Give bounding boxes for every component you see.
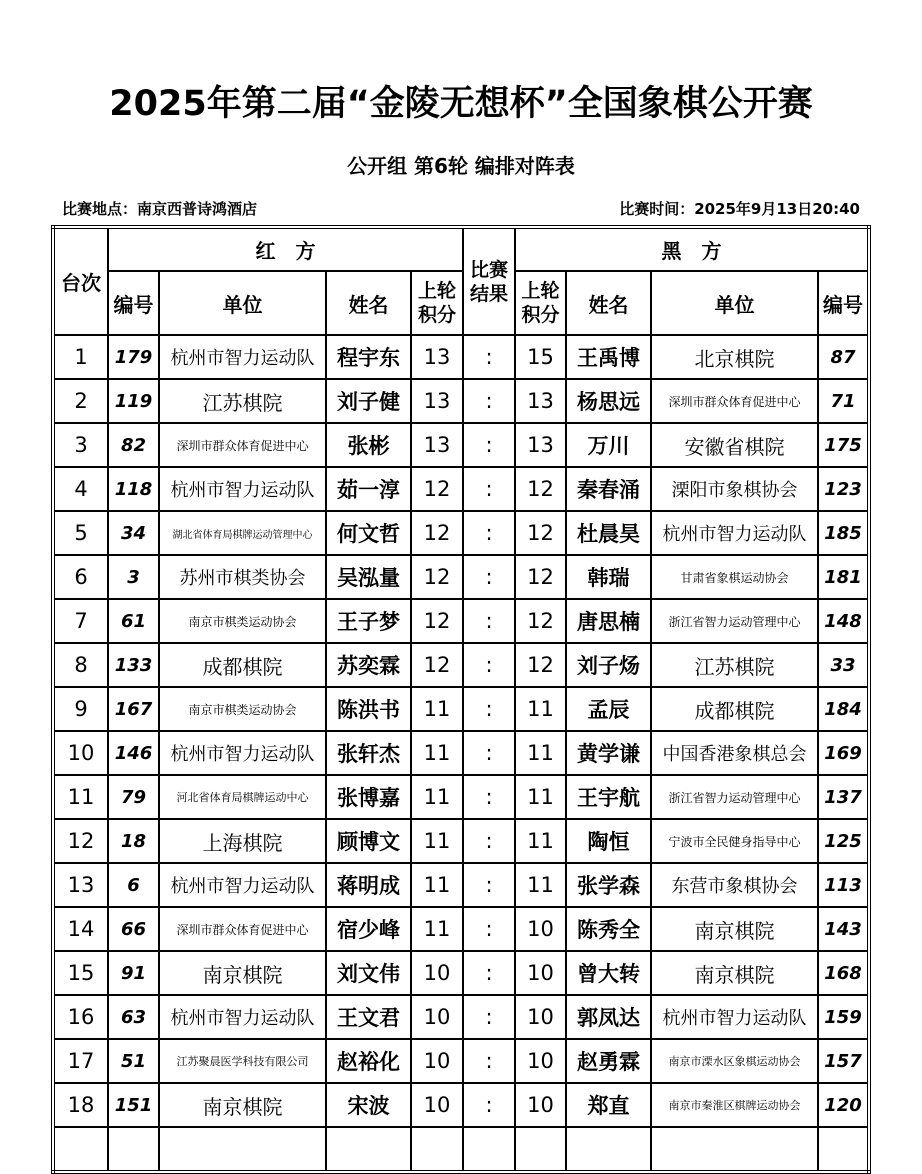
red-unit-cell: 杭州市智力运动队 [159,335,326,379]
red-id-cell: 79 [108,775,159,819]
red-name-cell: 茹一淳 [326,467,411,511]
header-black-name: 姓名 [566,271,651,335]
result-cell: : [463,467,515,511]
result-cell: : [463,819,515,863]
black-unit-cell: 杭州市智力运动队 [651,511,818,555]
red-id-cell: 179 [108,335,159,379]
black-score-cell: 10 [515,907,566,951]
red-name-cell: 张轩杰 [326,731,411,775]
black-score-cell: 10 [515,995,566,1039]
empty-cell [651,1127,818,1172]
black-score-cell: 11 [515,731,566,775]
table-row [53,775,869,819]
black-name-cell: 唐思楠 [566,599,651,643]
red-id-cell: 118 [108,467,159,511]
empty-cell [159,1127,326,1172]
black-unit-cell: 南京市溧水区象棋运动协会 [651,1039,818,1083]
red-id-cell: 6 [108,863,159,907]
black-id-cell: 185 [818,511,869,555]
black-id-cell: 148 [818,599,869,643]
red-name-cell: 刘子健 [326,379,411,423]
black-unit-cell: 北京棋院 [651,335,818,379]
table-no-cell: 13 [53,863,108,907]
table-row [53,687,869,731]
red-score-cell: 11 [411,819,463,863]
time-text: 比赛时间：2025年9月13日20:40 [619,200,860,218]
result-cell: : [463,907,515,951]
empty-cell [818,1127,869,1172]
red-id-cell: 34 [108,511,159,555]
black-score-cell: 11 [515,863,566,907]
red-score-cell: 12 [411,643,463,687]
red-unit-cell: 南京棋院 [159,951,326,995]
red-unit-cell: 杭州市智力运动队 [159,731,326,775]
empty-cell [108,1127,159,1172]
empty-cell [53,1127,108,1172]
black-score-cell: 15 [515,335,566,379]
red-score-cell: 11 [411,907,463,951]
red-score-cell: 11 [411,775,463,819]
red-id-cell: 91 [108,951,159,995]
black-unit-cell: 浙江省智力运动管理中心 [651,775,818,819]
table-row [53,643,869,687]
black-score-cell: 13 [515,379,566,423]
black-score-cell: 13 [515,423,566,467]
red-score-cell: 11 [411,687,463,731]
empty-cell [463,1127,515,1172]
black-name-cell: 韩瑞 [566,555,651,599]
red-score-cell: 12 [411,467,463,511]
black-score-cell: 10 [515,951,566,995]
black-id-cell: 168 [818,951,869,995]
red-unit-cell: 杭州市智力运动队 [159,467,326,511]
red-id-cell: 3 [108,555,159,599]
red-name-cell: 张博嘉 [326,775,411,819]
black-id-cell: 87 [818,335,869,379]
table-row [53,467,869,511]
black-name-cell: 王禹博 [566,335,651,379]
black-unit-cell: 浙江省智力运动管理中心 [651,599,818,643]
black-name-cell: 张学森 [566,863,651,907]
red-score-cell: 13 [411,335,463,379]
red-unit-cell: 江苏棋院 [159,379,326,423]
black-score-cell: 10 [515,1039,566,1083]
black-id-cell: 181 [818,555,869,599]
red-id-cell: 63 [108,995,159,1039]
black-name-cell: 黄学谦 [566,731,651,775]
black-id-cell: 184 [818,687,869,731]
table-row [53,599,869,643]
black-unit-cell: 安徽省棋院 [651,423,818,467]
red-unit-cell: 南京市棋类运动协会 [159,599,326,643]
black-unit-cell: 深圳市群众体育促进中心 [651,379,818,423]
table-no-cell: 17 [53,1039,108,1083]
black-unit-cell: 溧阳市象棋协会 [651,467,818,511]
black-score-cell: 12 [515,555,566,599]
table-no-cell: 6 [53,555,108,599]
table-row [53,1039,869,1083]
black-id-cell: 157 [818,1039,869,1083]
table-row [53,819,869,863]
table-row [53,907,869,951]
result-cell: : [463,775,515,819]
black-name-cell: 杜晨昊 [566,511,651,555]
black-name-cell: 孟辰 [566,687,651,731]
red-name-cell: 王文君 [326,995,411,1039]
table-no-cell: 5 [53,511,108,555]
table-no-cell: 1 [53,335,108,379]
table-row [53,1083,869,1127]
red-unit-cell: 成都棋院 [159,643,326,687]
black-score-cell: 11 [515,775,566,819]
black-name-cell: 万川 [566,423,651,467]
result-cell: : [463,555,515,599]
black-name-cell: 秦春涌 [566,467,651,511]
page-title: 2025年第二届“金陵无想杯”全国象棋公开赛 [109,84,813,124]
red-name-cell: 陈洪书 [326,687,411,731]
red-id-cell: 66 [108,907,159,951]
black-unit-cell: 宁波市全民健身指导中心 [651,819,818,863]
pairing-table [51,225,871,1174]
red-unit-cell: 江苏聚晨医学科技有限公司 [159,1039,326,1083]
black-name-cell: 杨思远 [566,379,651,423]
table-no-cell: 8 [53,643,108,687]
red-score-cell: 13 [411,379,463,423]
black-score-cell: 11 [515,819,566,863]
header-table-no: 台次 [53,227,108,335]
red-score-cell: 12 [411,555,463,599]
red-name-cell: 吴泓量 [326,555,411,599]
result-cell: : [463,687,515,731]
header-result: 比赛结果 [463,227,515,335]
black-score-cell: 12 [515,511,566,555]
black-name-cell: 陈秀全 [566,907,651,951]
red-id-cell: 146 [108,731,159,775]
red-unit-cell: 深圳市群众体育促进中心 [159,907,326,951]
red-name-cell: 程宇东 [326,335,411,379]
black-id-cell: 169 [818,731,869,775]
table-no-cell: 7 [53,599,108,643]
table-row [53,511,869,555]
table-no-cell: 18 [53,1083,108,1127]
header-red-name: 姓名 [326,271,411,335]
result-cell: : [463,599,515,643]
header-red-score: 上轮积分 [411,271,463,335]
table-no-cell: 9 [53,687,108,731]
table-row [53,555,869,599]
black-unit-cell: 南京市秦淮区棋牌运动协会 [651,1083,818,1127]
red-unit-cell: 深圳市群众体育促进中心 [159,423,326,467]
table-row-partial [53,1127,869,1172]
result-cell: : [463,423,515,467]
header-black: 黑 方 [515,227,869,271]
red-name-cell: 刘文伟 [326,951,411,995]
empty-cell [326,1127,411,1172]
black-id-cell: 113 [818,863,869,907]
red-id-cell: 133 [108,643,159,687]
red-name-cell: 宿少峰 [326,907,411,951]
red-score-cell: 13 [411,423,463,467]
black-name-cell: 郭凤达 [566,995,651,1039]
result-cell: : [463,643,515,687]
black-name-cell: 陶恒 [566,819,651,863]
table-no-cell: 10 [53,731,108,775]
empty-cell [515,1127,566,1172]
black-id-cell: 125 [818,819,869,863]
table-row [53,731,869,775]
red-score-cell: 10 [411,951,463,995]
table-no-cell: 14 [53,907,108,951]
result-cell: : [463,1039,515,1083]
result-cell: : [463,951,515,995]
black-id-cell: 123 [818,467,869,511]
red-id-cell: 51 [108,1039,159,1083]
black-score-cell: 10 [515,1083,566,1127]
black-unit-cell: 东营市象棋协会 [651,863,818,907]
header-red-unit: 单位 [159,271,326,335]
red-id-cell: 18 [108,819,159,863]
table-row [53,951,869,995]
red-id-cell: 61 [108,599,159,643]
black-name-cell: 郑直 [566,1083,651,1127]
table-row [53,379,869,423]
red-unit-cell: 苏州市棋类协会 [159,555,326,599]
header-black-score: 上轮积分 [515,271,566,335]
red-name-cell: 何文哲 [326,511,411,555]
black-id-cell: 71 [818,379,869,423]
black-id-cell: 159 [818,995,869,1039]
red-score-cell: 10 [411,1039,463,1083]
red-name-cell: 宋波 [326,1083,411,1127]
black-unit-cell: 成都棋院 [651,687,818,731]
header-black-id: 编号 [818,271,869,335]
black-unit-cell: 江苏棋院 [651,643,818,687]
red-id-cell: 151 [108,1083,159,1127]
empty-cell [566,1127,651,1172]
black-name-cell: 王宇航 [566,775,651,819]
black-unit-cell: 南京棋院 [651,951,818,995]
red-unit-cell: 河北省体育局棋牌运动中心 [159,775,326,819]
black-id-cell: 120 [818,1083,869,1127]
black-unit-cell: 南京棋院 [651,907,818,951]
red-name-cell: 张彬 [326,423,411,467]
red-score-cell: 12 [411,599,463,643]
table-no-cell: 4 [53,467,108,511]
venue-text: 比赛地点：南京西普诗鸿酒店 [62,200,258,218]
header-red-id: 编号 [108,271,159,335]
red-unit-cell: 南京棋院 [159,1083,326,1127]
black-unit-cell: 杭州市智力运动队 [651,995,818,1039]
table-row [53,423,869,467]
black-id-cell: 33 [818,643,869,687]
black-score-cell: 11 [515,687,566,731]
black-name-cell: 刘子炀 [566,643,651,687]
result-cell: : [463,511,515,555]
red-score-cell: 10 [411,995,463,1039]
black-unit-cell: 中国香港象棋总会 [651,731,818,775]
empty-cell [411,1127,463,1172]
red-name-cell: 赵裕化 [326,1039,411,1083]
table-no-cell: 2 [53,379,108,423]
table-no-cell: 11 [53,775,108,819]
red-score-cell: 11 [411,731,463,775]
result-cell: : [463,335,515,379]
red-unit-cell: 上海棋院 [159,819,326,863]
result-cell: : [463,863,515,907]
black-name-cell: 曾大转 [566,951,651,995]
black-score-cell: 12 [515,467,566,511]
red-id-cell: 119 [108,379,159,423]
red-name-cell: 蒋明成 [326,863,411,907]
red-unit-cell: 杭州市智力运动队 [159,995,326,1039]
red-unit-cell: 杭州市智力运动队 [159,863,326,907]
table-no-cell: 16 [53,995,108,1039]
table-row [53,863,869,907]
red-unit-cell: 湖北省体育局棋牌运动管理中心 [159,511,326,555]
result-cell: : [463,379,515,423]
black-score-cell: 12 [515,599,566,643]
black-id-cell: 175 [818,423,869,467]
table-no-cell: 15 [53,951,108,995]
black-name-cell: 赵勇霖 [566,1039,651,1083]
black-score-cell: 12 [515,643,566,687]
red-name-cell: 苏奕霖 [326,643,411,687]
black-id-cell: 137 [818,775,869,819]
red-unit-cell: 南京市棋类运动协会 [159,687,326,731]
red-name-cell: 王子梦 [326,599,411,643]
red-name-cell: 顾博文 [326,819,411,863]
result-cell: : [463,1083,515,1127]
red-id-cell: 167 [108,687,159,731]
red-id-cell: 82 [108,423,159,467]
table-no-cell: 12 [53,819,108,863]
table-no-cell: 3 [53,423,108,467]
result-cell: : [463,995,515,1039]
table-row [53,335,869,379]
red-score-cell: 12 [411,511,463,555]
result-cell: : [463,731,515,775]
table-row [53,995,869,1039]
header-red: 红 方 [108,227,463,271]
header-black-unit: 单位 [651,271,818,335]
black-id-cell: 143 [818,907,869,951]
page-subtitle: 公开组 第6轮 编排对阵表 [347,154,575,178]
black-unit-cell: 甘肃省象棋运动协会 [651,555,818,599]
red-score-cell: 10 [411,1083,463,1127]
red-score-cell: 11 [411,863,463,907]
